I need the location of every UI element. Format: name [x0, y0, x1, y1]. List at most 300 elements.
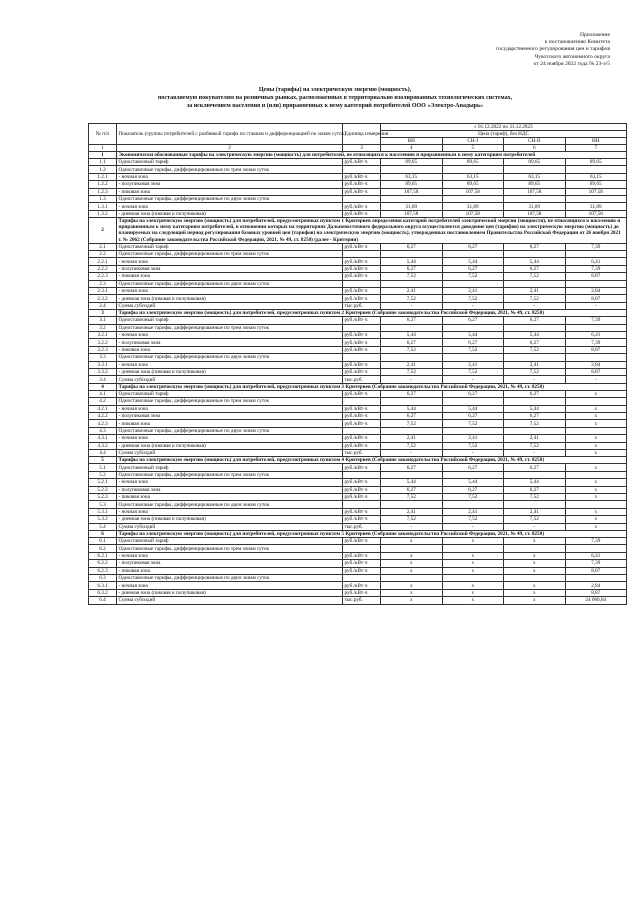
appendix-line: Чукотского автономного округа: [534, 53, 610, 60]
value-vn: [381, 471, 443, 478]
row-label: Сумма субсидий: [117, 449, 343, 456]
table-row: [89, 552, 627, 559]
value-nn: 7,39: [565, 317, 627, 324]
row-number: 2.3.2: [89, 295, 117, 302]
title-line: Цены (тарифы) на электрическую энергию (мощность),: [258, 87, 412, 93]
value-sn1: 7,52: [442, 273, 504, 280]
table-row: [89, 493, 627, 500]
value-vn: 6,27: [381, 265, 443, 272]
value-sn2: [504, 545, 566, 552]
row-label: - пиковая зона: [117, 188, 343, 195]
value-sn1: [442, 427, 504, 434]
row-unit: руб./кВт·ч: [343, 442, 381, 449]
row-unit: руб./кВт·ч: [343, 567, 381, 574]
row-label: - полупиковая зона: [117, 412, 343, 419]
table-row: [89, 464, 627, 471]
section-row: [89, 152, 627, 159]
value-vn: -: [381, 523, 443, 530]
value-sn2: [504, 280, 566, 287]
value-nn: [565, 324, 627, 331]
value-sn1: х: [442, 597, 504, 604]
value-sn2: 2,41: [504, 435, 566, 442]
row-unit: [343, 545, 381, 552]
value-sn2: [504, 427, 566, 434]
value-vn: 6,27: [381, 243, 443, 250]
value-nn: 2,84: [565, 582, 627, 589]
value-sn1: 7,52: [442, 295, 504, 302]
value-nn: -: [565, 376, 627, 383]
value-sn2: 63,15: [504, 173, 566, 180]
value-vn: [381, 196, 443, 203]
value-sn1: 6,27: [442, 390, 504, 397]
value-nn: 107,58: [565, 210, 627, 217]
row-label: Одноставочные тарифы, дифференцированные по трем зонам суток: [117, 471, 343, 478]
row-unit: [343, 280, 381, 287]
value-sn1: 7,52: [442, 420, 504, 427]
row-unit: [343, 354, 381, 361]
value-nn: [565, 196, 627, 203]
row-label: - полупиковая зона: [117, 486, 343, 493]
table-row: [89, 258, 627, 265]
value-sn1: [442, 398, 504, 405]
value-sn1: 6,27: [442, 464, 504, 471]
row-unit: руб./кВт·ч: [343, 331, 381, 338]
value-sn2: х: [504, 597, 566, 604]
value-sn1: 6,27: [442, 412, 504, 419]
value-vn: [381, 545, 443, 552]
value-sn2: [504, 196, 566, 203]
row-label: - ночная зона: [117, 435, 343, 442]
row-label: Одноставочный тариф: [117, 243, 343, 250]
value-nn: х: [565, 516, 627, 523]
value-sn1: 6,27: [442, 486, 504, 493]
header-period: с 01.12.2022 по 31.12.2023: [381, 124, 627, 131]
value-sn1: [442, 471, 504, 478]
value-vn: 2,41: [381, 435, 443, 442]
value-sn1: 7,52: [442, 346, 504, 353]
row-label: - ночная зона: [117, 479, 343, 486]
value-sn1: 5,44: [442, 258, 504, 265]
value-sn2: -: [504, 523, 566, 530]
value-vn: х: [381, 560, 443, 567]
table-row: [89, 346, 627, 353]
row-number: 4.2: [89, 398, 117, 405]
row-label: - полупиковая зона: [117, 265, 343, 272]
value-sn1: х: [442, 552, 504, 559]
row-number: 6.3.2: [89, 589, 117, 596]
row-number: 4.4: [89, 449, 117, 456]
table-row: [89, 280, 627, 287]
value-sn2: -: [504, 449, 566, 456]
row-number: 1.1: [89, 159, 117, 166]
row-unit: [343, 471, 381, 478]
row-number: 3.1: [89, 317, 117, 324]
value-vn: х: [381, 552, 443, 559]
row-unit: руб./кВт·ч: [343, 412, 381, 419]
value-vn: 107,58: [381, 210, 443, 217]
value-nn: [565, 471, 627, 478]
row-number: 1.3.2: [89, 210, 117, 217]
value-vn: 7,52: [381, 368, 443, 375]
row-number: 3.2.3: [89, 346, 117, 353]
section-title: Тарифы на электрическую энергию (мощность) для потребителей, предусмотренных пунктом 5 Критериев (Собрание законодательства Российской Федерации, 2021, № 49, ст. 8250): [117, 530, 627, 537]
value-sn2: 6,27: [504, 390, 566, 397]
table-row: [89, 427, 627, 434]
value-vn: 5,44: [381, 258, 443, 265]
value-vn: 6,27: [381, 317, 443, 324]
row-unit: руб./кВт·ч: [343, 582, 381, 589]
value-sn1: [442, 501, 504, 508]
value-nn: [565, 166, 627, 173]
appendix-line: от 24 ноября 2022 года № 23-э/5: [533, 60, 610, 67]
section-title: Тарифы на электрическую энергию (мощность) для потребителей, предусмотренных пунктом 3 Критериев (Собрание законодательства Российской Федерации, 2021, № 49, ст. 8250): [117, 383, 627, 390]
section-row: [89, 383, 627, 390]
row-number: 1.2.1: [89, 173, 117, 180]
row-unit: руб./кВт·ч: [343, 538, 381, 545]
table-row: [89, 560, 627, 567]
row-label: - дневная зона (пиковая и полупиковая): [117, 368, 343, 375]
row-number: 1.3.1: [89, 203, 117, 210]
value-sn2: 2,41: [504, 508, 566, 515]
value-vn: 2,41: [381, 361, 443, 368]
value-vn: [381, 398, 443, 405]
value-nn: [565, 545, 627, 552]
value-nn: х: [565, 493, 627, 500]
value-sn2: 5,44: [504, 331, 566, 338]
column-index: 4: [381, 145, 443, 152]
section-row: [89, 218, 627, 243]
value-nn: х: [565, 508, 627, 515]
value-vn: х: [381, 582, 443, 589]
value-nn: [565, 280, 627, 287]
section-title: Тарифы на электрическую энергию (мощность) для потребителей, предусмотренных пунктом 2 Критериев (Собрание законодательства Российской Федерации, 2021, № 49, ст. 8250): [117, 310, 627, 317]
value-vn: -: [381, 449, 443, 456]
value-sn1: 7,52: [442, 493, 504, 500]
row-unit: руб./кВт·ч: [343, 390, 381, 397]
table-row: [89, 317, 627, 324]
value-sn2: 7,52: [504, 346, 566, 353]
row-number: 5.1: [89, 464, 117, 471]
value-sn2: 6,27: [504, 317, 566, 324]
value-nn: 63,15: [565, 173, 627, 180]
value-nn: х: [565, 412, 627, 419]
row-label: Одноставочный тариф: [117, 464, 343, 471]
value-sn1: 107,58: [442, 210, 504, 217]
value-nn: 24 060,84: [565, 597, 627, 604]
row-unit: тыс.руб.: [343, 302, 381, 309]
value-nn: 6,41: [565, 552, 627, 559]
row-number: 5.2.3: [89, 493, 117, 500]
row-unit: руб./кВт·ч: [343, 159, 381, 166]
value-sn2: х: [504, 567, 566, 574]
row-unit: тыс.руб.: [343, 449, 381, 456]
table-row: [89, 302, 627, 309]
row-number: 1.3: [89, 196, 117, 203]
row-number: 5.3.2: [89, 516, 117, 523]
table-row: [89, 449, 627, 456]
value-vn: 6,27: [381, 390, 443, 397]
value-sn2: 6,27: [504, 339, 566, 346]
row-label: Одноставочные тарифы, дифференцированные по трем зонам суток: [117, 398, 343, 405]
document-title: [70, 86, 600, 110]
row-label: Одноставочные тарифы, дифференцированные по двум зонам суток: [117, 354, 343, 361]
value-sn2: 7,52: [504, 295, 566, 302]
column-index: 6: [504, 145, 566, 152]
row-label: - пиковая зона: [117, 273, 343, 280]
header-voltage-sn1: СН-I: [442, 138, 504, 145]
value-sn1: 6,27: [442, 265, 504, 272]
row-label: - пиковая зона: [117, 420, 343, 427]
row-number: 4.2.3: [89, 420, 117, 427]
value-vn: х: [381, 567, 443, 574]
header-num: № п/п: [89, 124, 117, 145]
row-label: - ночная зона: [117, 361, 343, 368]
row-number: 2.1: [89, 243, 117, 250]
value-sn2: х: [504, 552, 566, 559]
row-unit: руб./кВт·ч: [343, 361, 381, 368]
section-title: Тарифы на электрическую энергию (мощность) для потребителей, предусмотренных пунктом 4 Критериев (Собрание законодательства Российской Федерации, 2021, № 49, ст. 8250): [117, 457, 627, 464]
table-row: [89, 582, 627, 589]
value-sn2: 89,65: [504, 181, 566, 188]
section-row: [89, 457, 627, 464]
value-sn2: 7,52: [504, 516, 566, 523]
row-label: Одноставочные тарифы, дифференцированные по трем зонам суток: [117, 166, 343, 173]
appendix-block: [410, 32, 610, 68]
table-row: [89, 412, 627, 419]
value-sn1: 7,52: [442, 368, 504, 375]
row-unit: руб./кВт·ч: [343, 508, 381, 515]
table-row: [89, 479, 627, 486]
row-label: - ночная зона: [117, 203, 343, 210]
table-row: [89, 435, 627, 442]
value-vn: 7,52: [381, 493, 443, 500]
row-number: 4.3: [89, 427, 117, 434]
value-nn: [565, 250, 627, 257]
value-sn2: [504, 574, 566, 581]
row-number: 4.1: [89, 390, 117, 397]
row-number: 3.2.2: [89, 339, 117, 346]
row-number: 4.2.1: [89, 405, 117, 412]
value-nn: х: [565, 486, 627, 493]
value-sn1: х: [442, 582, 504, 589]
table-row: [89, 265, 627, 272]
row-number: 2.2.1: [89, 258, 117, 265]
value-nn: х: [565, 442, 627, 449]
table-row: [89, 203, 627, 210]
row-label: - ночная зона: [117, 258, 343, 265]
row-label: - полупиковая зона: [117, 560, 343, 567]
value-vn: [381, 324, 443, 331]
value-vn: х: [381, 589, 443, 596]
value-sn2: х: [504, 589, 566, 596]
row-number: 6.2: [89, 545, 117, 552]
value-nn: 7,39: [565, 339, 627, 346]
row-label: - ночная зона: [117, 508, 343, 515]
row-number: 2.4: [89, 302, 117, 309]
value-sn1: [442, 574, 504, 581]
value-vn: 89,65: [381, 181, 443, 188]
table-row: [89, 196, 627, 203]
row-number: 2.2.2: [89, 265, 117, 272]
row-label: - ночная зона: [117, 582, 343, 589]
value-sn1: 7,52: [442, 516, 504, 523]
row-unit: тыс.руб.: [343, 597, 381, 604]
value-nn: 89,65: [565, 181, 627, 188]
row-unit: руб./кВт·ч: [343, 203, 381, 210]
row-unit: руб./кВт·ч: [343, 464, 381, 471]
row-label: - ночная зона: [117, 287, 343, 294]
row-unit: руб./кВт·ч: [343, 493, 381, 500]
row-label: Сумма субсидий: [117, 523, 343, 530]
section-row: [89, 310, 627, 317]
value-nn: 31,89: [565, 203, 627, 210]
value-sn1: 63,15: [442, 173, 504, 180]
table-row: [89, 331, 627, 338]
section-row: [89, 530, 627, 537]
value-vn: 5,44: [381, 479, 443, 486]
row-number: 5.4: [89, 523, 117, 530]
table-row: [89, 287, 627, 294]
appendix-line: государственного регулирования цен и тарифов: [496, 46, 610, 53]
value-sn1: [442, 354, 504, 361]
row-label: Одноставочный тариф: [117, 390, 343, 397]
value-nn: х: [565, 523, 627, 530]
value-sn1: -: [442, 523, 504, 530]
row-label: Одноставочный тариф: [117, 538, 343, 545]
row-label: Одноставочные тарифы, дифференцированные по двум зонам суток: [117, 574, 343, 581]
value-sn2: [504, 501, 566, 508]
table-row: [89, 173, 627, 180]
table-row: [89, 368, 627, 375]
row-number: 3.2.1: [89, 331, 117, 338]
table-row: [89, 243, 627, 250]
value-sn2: [504, 398, 566, 405]
row-number: 5.3.1: [89, 508, 117, 515]
value-vn: 7,52: [381, 442, 443, 449]
value-nn: х: [565, 479, 627, 486]
tariff-table: [88, 123, 627, 605]
value-vn: [381, 501, 443, 508]
row-number: 5: [89, 457, 117, 464]
value-nn: 2,84: [565, 287, 627, 294]
table-row: [89, 398, 627, 405]
value-sn1: 89,65: [442, 159, 504, 166]
value-sn1: -: [442, 376, 504, 383]
value-sn2: 7,52: [504, 420, 566, 427]
row-label: Одноставочные тарифы, дифференцированные по двум зонам суток: [117, 280, 343, 287]
table-row: [89, 376, 627, 383]
row-unit: руб./кВт·ч: [343, 479, 381, 486]
table-row: [89, 273, 627, 280]
value-sn2: 7,52: [504, 493, 566, 500]
value-vn: -: [381, 376, 443, 383]
row-number: 1.2: [89, 166, 117, 173]
column-index: 5: [442, 145, 504, 152]
row-label: - ночная зона: [117, 173, 343, 180]
value-vn: 7,52: [381, 420, 443, 427]
value-sn2: 89,65: [504, 159, 566, 166]
value-sn2: [504, 471, 566, 478]
value-nn: х: [565, 464, 627, 471]
row-unit: [343, 574, 381, 581]
row-unit: руб./кВт·ч: [343, 265, 381, 272]
row-unit: руб./кВт·ч: [343, 346, 381, 353]
value-nn: [565, 574, 627, 581]
value-vn: 7,52: [381, 516, 443, 523]
row-number: 1.2.2: [89, 181, 117, 188]
row-unit: руб./кВт·ч: [343, 317, 381, 324]
row-unit: руб./кВт·ч: [343, 258, 381, 265]
value-sn1: 6,27: [442, 317, 504, 324]
value-sn2: х: [504, 538, 566, 545]
row-label: Одноставочные тарифы, дифференцированные по двум зонам суток: [117, 427, 343, 434]
value-sn2: 6,27: [504, 464, 566, 471]
table-row: [89, 589, 627, 596]
value-sn2: 2,41: [504, 361, 566, 368]
row-number: 2.3.1: [89, 287, 117, 294]
value-nn: [565, 427, 627, 434]
row-label: Одноставочный тариф: [117, 317, 343, 324]
value-nn: 7,39: [565, 538, 627, 545]
row-unit: руб./кВт·ч: [343, 589, 381, 596]
value-nn: -: [565, 302, 627, 309]
value-sn1: 2,41: [442, 508, 504, 515]
value-sn1: х: [442, 567, 504, 574]
value-sn1: -: [442, 302, 504, 309]
value-nn: 89,65: [565, 159, 627, 166]
value-sn2: 2,41: [504, 287, 566, 294]
value-sn1: [442, 196, 504, 203]
value-vn: 63,15: [381, 173, 443, 180]
row-number: 3.2: [89, 324, 117, 331]
value-vn: 7,52: [381, 295, 443, 302]
row-unit: [343, 324, 381, 331]
value-sn1: х: [442, 560, 504, 567]
row-number: 2.2: [89, 250, 117, 257]
value-sn1: [442, 324, 504, 331]
row-label: Одноставочные тарифы, дифференцированные по трем зонам суток: [117, 545, 343, 552]
table-row: [89, 339, 627, 346]
row-number: 4.2.2: [89, 412, 117, 419]
value-sn1: 5,44: [442, 479, 504, 486]
row-unit: [343, 501, 381, 508]
row-unit: руб./кВт·ч: [343, 295, 381, 302]
value-vn: 6,27: [381, 464, 443, 471]
value-nn: 7,39: [565, 243, 627, 250]
value-sn2: -: [504, 302, 566, 309]
row-number: 4.3.1: [89, 435, 117, 442]
value-sn2: 5,44: [504, 479, 566, 486]
value-sn1: 2,41: [442, 287, 504, 294]
table-row: [89, 250, 627, 257]
table-row: [89, 486, 627, 493]
value-sn2: -: [504, 376, 566, 383]
row-label: Одноставочные тарифы, дифференцированные по трем зонам суток: [117, 250, 343, 257]
value-nn: 6,41: [565, 258, 627, 265]
value-nn: 2,84: [565, 361, 627, 368]
value-sn1: -: [442, 449, 504, 456]
column-index: 2: [117, 145, 343, 152]
value-sn2: [504, 354, 566, 361]
row-unit: [343, 427, 381, 434]
row-label: - пиковая зона: [117, 346, 343, 353]
row-number: 6: [89, 530, 117, 537]
value-vn: 31,89: [381, 203, 443, 210]
row-label: - дневная зона (пиковая и полупиковая): [117, 295, 343, 302]
value-nn: 107,58: [565, 188, 627, 195]
value-vn: х: [381, 597, 443, 604]
row-number: 4.3.2: [89, 442, 117, 449]
